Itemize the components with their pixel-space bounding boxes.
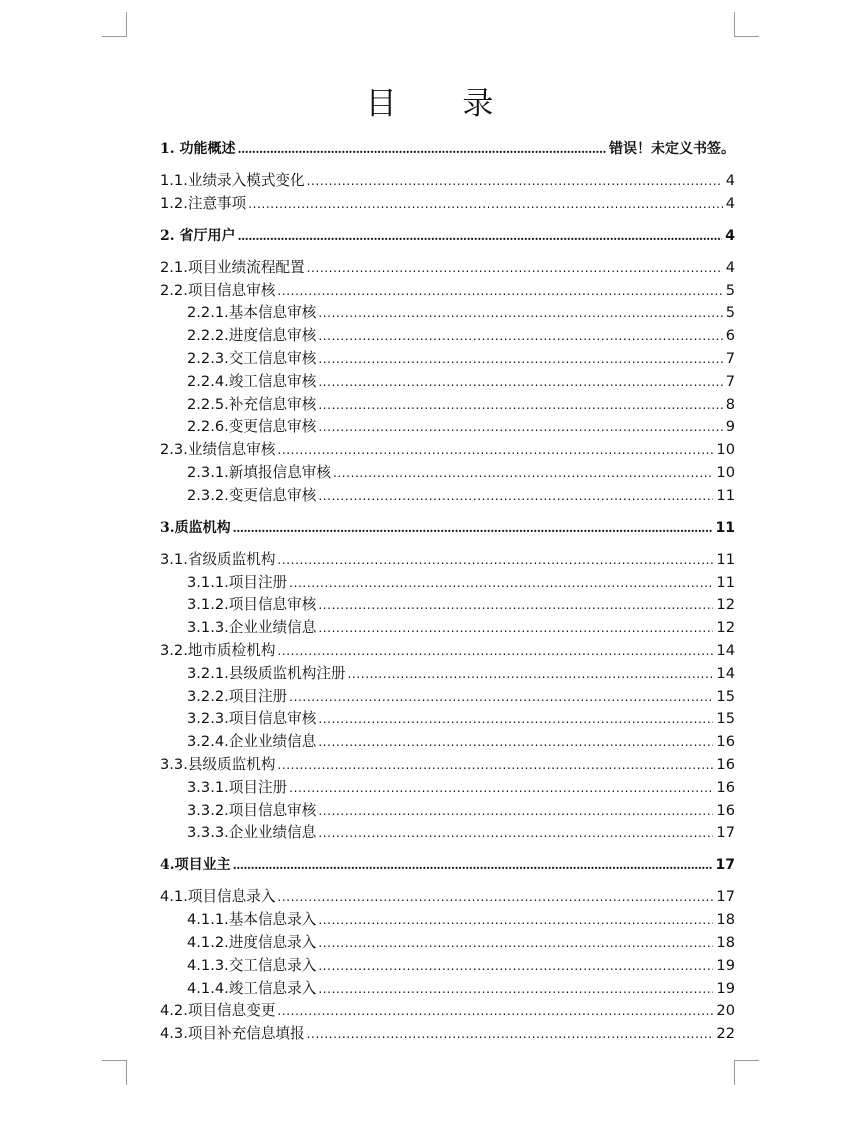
toc-leader-dots (348, 664, 714, 684)
toc-entry-label: 3.3.县级质监机构 (160, 756, 276, 773)
toc-leader-dots (277, 550, 713, 570)
toc-entry-page: 18 (716, 911, 735, 929)
toc-entry-label: 1. 功能概述 (160, 141, 236, 157)
toc-entry-page: 错误！未定义书签。 (609, 141, 735, 157)
toc-entry[interactable] (187, 933, 735, 953)
toc-entry[interactable] (187, 979, 735, 999)
toc-leader-dots (318, 823, 713, 843)
toc-leader-dots (318, 417, 722, 437)
toc-leader-dots (238, 226, 723, 246)
toc-entry-page: 15 (716, 687, 735, 705)
toc-entry[interactable] (187, 417, 735, 437)
crop-mark-top-right (734, 12, 759, 37)
toc-entry[interactable] (187, 372, 735, 392)
toc-leader-dots (277, 887, 713, 907)
toc-leader-dots (318, 910, 713, 930)
toc-entry-label: 4.1.1.基本信息录入 (187, 911, 317, 929)
toc-entry[interactable] (187, 910, 735, 930)
toc-entry-label: 3.3.1.项目注册 (187, 778, 288, 796)
toc-entry[interactable] (187, 709, 735, 729)
toc-leader-dots (318, 732, 713, 752)
toc-entry-label: 2.2.2.进度信息审核 (187, 327, 317, 345)
toc-leader-dots (333, 463, 713, 483)
toc-entry-page: 4 (725, 172, 735, 189)
toc-entry[interactable] (160, 755, 735, 775)
toc-entry-page: 15 (716, 710, 735, 728)
toc-entry-page: 5 (725, 304, 735, 322)
toc-entry-page: 14 (716, 664, 735, 682)
toc-entry-label: 3.质监机构 (160, 519, 231, 536)
toc-leader-dots (318, 326, 722, 346)
crop-mark-bottom-right (734, 1060, 759, 1085)
toc-entry-label: 3.1.3.企业业绩信息 (187, 619, 317, 637)
toc-entry-label: 4.1.4.竣工信息录入 (187, 979, 317, 997)
toc-entry-page: 22 (716, 1025, 735, 1043)
toc-entry[interactable] (187, 573, 735, 593)
toc-entry-label: 4.1.3.交工信息录入 (187, 956, 317, 974)
toc-entry-label: 1.1.业绩录入模式变化 (160, 172, 305, 189)
toc-entry[interactable] (187, 823, 735, 843)
toc-entry[interactable] (160, 226, 735, 246)
toc-entry-page: 7 (725, 350, 735, 367)
toc-entry-label: 3.1.2.项目信息审核 (187, 596, 317, 614)
toc-entry-page: 5 (725, 281, 735, 299)
toc-leader-dots (289, 687, 713, 707)
toc-entry[interactable] (160, 171, 735, 191)
toc-leader-dots (307, 258, 723, 278)
toc-leader-dots (318, 709, 713, 729)
toc-entry[interactable] (187, 778, 735, 798)
toc-leader-dots (318, 303, 722, 323)
toc-leader-dots (318, 979, 713, 999)
toc-entry[interactable] (160, 550, 735, 570)
toc-entry-label: 2.2.1.基本信息审核 (187, 304, 317, 322)
toc-entry[interactable] (187, 463, 735, 483)
toc-entry-page: 9 (725, 418, 735, 436)
toc-entry[interactable] (187, 687, 735, 707)
toc-entry[interactable] (187, 732, 735, 752)
toc-entry[interactable] (187, 956, 735, 976)
toc-leader-dots (277, 641, 713, 661)
toc-entry[interactable] (160, 887, 735, 907)
toc-entry-page: 6 (725, 327, 735, 345)
toc-entry-label: 3.2.地市质检机构 (160, 642, 276, 659)
toc-entry[interactable] (187, 664, 735, 684)
toc-entry[interactable] (187, 801, 735, 821)
toc-entry[interactable] (187, 618, 735, 638)
toc-entry[interactable] (160, 194, 735, 214)
toc-leader-dots (238, 139, 607, 159)
toc-entry-page: 16 (716, 733, 735, 751)
toc-entry-page: 19 (716, 979, 735, 997)
toc-entry[interactable] (187, 595, 735, 615)
toc-entry-page: 4 (725, 194, 735, 212)
toc-entry-label: 2.2.5.补充信息审核 (187, 395, 317, 413)
toc-entry-page: 11 (716, 550, 735, 568)
toc-entry[interactable] (187, 395, 735, 415)
toc-entry-page: 4 (725, 227, 735, 244)
toc-title: 目 录 (365, 86, 522, 122)
toc-entry-label: 4.1.项目信息录入 (160, 888, 276, 906)
toc-entry-page: 17 (715, 857, 735, 874)
toc-leader-dots (307, 171, 723, 191)
toc-entry-label: 4.1.2.进度信息录入 (187, 934, 317, 951)
toc-entry-page: 11 (716, 573, 735, 591)
toc-entry[interactable] (160, 139, 735, 159)
toc-entry[interactable] (187, 486, 735, 506)
toc-entry-page: 16 (716, 801, 735, 819)
toc-leader-dots (318, 618, 713, 638)
toc-entry-label: 2. 省厅用户 (160, 227, 236, 244)
toc-leader-dots (307, 1024, 714, 1044)
toc-entry-label: 1.2.注意事项 (160, 194, 247, 212)
toc-entry-page: 12 (716, 596, 735, 614)
toc-leader-dots (277, 440, 713, 460)
toc-entry-label: 3.2.2.项目注册 (187, 687, 288, 705)
toc-entry-label: 2.2.6.变更信息审核 (187, 418, 317, 436)
toc-entry-page: 11 (715, 519, 735, 536)
toc-entry[interactable] (160, 641, 735, 661)
toc-entry[interactable] (160, 1001, 735, 1021)
toc-entry-page: 17 (716, 824, 735, 842)
toc-leader-dots (318, 395, 722, 415)
crop-mark-bottom-left (102, 1060, 127, 1085)
toc-entry-page: 16 (716, 778, 735, 796)
toc-entry[interactable] (160, 440, 735, 460)
toc-entry-label: 2.2.4.竣工信息审核 (187, 372, 317, 390)
toc-entry-page: 19 (716, 956, 735, 974)
toc-entry-label: 2.3.1.新填报信息审核 (187, 464, 331, 481)
toc-leader-dots (289, 573, 713, 593)
toc-leader-dots (233, 518, 713, 538)
toc-entry-label: 4.3.项目补充信息填报 (160, 1025, 305, 1043)
toc-leader-dots (277, 281, 722, 301)
toc-leader-dots (318, 349, 722, 369)
toc-entry-label: 2.3.业绩信息审核 (160, 441, 276, 459)
toc-leader-dots (318, 933, 713, 953)
toc-entry-page: 12 (716, 619, 735, 637)
toc-leader-dots (318, 956, 713, 976)
toc-leader-dots (248, 194, 722, 214)
toc-entry-page: 16 (716, 756, 735, 773)
toc-entry-page: 18 (716, 934, 735, 951)
toc-entry-page: 17 (716, 888, 735, 906)
toc-leader-dots (277, 755, 713, 775)
toc-entry-label: 3.1.省级质监机构 (160, 550, 276, 568)
toc-entry-label: 4.2.项目信息变更 (160, 1002, 276, 1020)
toc-entry[interactable] (187, 349, 735, 369)
toc-entry-label: 2.3.2.变更信息审核 (187, 486, 317, 504)
toc-entry-label: 4.项目业主 (160, 857, 231, 874)
toc-entry-page: 4 (725, 258, 735, 276)
toc-entry[interactable] (187, 326, 735, 346)
toc-entry[interactable] (160, 258, 735, 278)
toc-entry-page: 20 (716, 1002, 735, 1020)
toc-entry-label: 3.2.3.项目信息审核 (187, 710, 317, 728)
toc-entry-page: 7 (725, 372, 735, 390)
toc-leader-dots (289, 778, 713, 798)
toc-leader-dots (318, 801, 713, 821)
toc-entry-page: 11 (716, 486, 735, 504)
toc-leader-dots (277, 1001, 713, 1021)
toc-entry[interactable] (160, 281, 735, 301)
toc-entry-label: 3.1.1.项目注册 (187, 573, 288, 591)
toc-leader-dots (318, 372, 722, 392)
toc-entry-label: 2.2.3.交工信息审核 (187, 350, 317, 367)
crop-mark-top-left (102, 12, 127, 37)
toc-entry-page: 10 (716, 441, 735, 459)
toc-entry-label: 2.1.项目业绩流程配置 (160, 258, 305, 276)
toc-entry[interactable] (160, 1024, 735, 1044)
toc-leader-dots (318, 595, 713, 615)
toc-entry-page: 8 (725, 395, 735, 413)
toc-entry-label: 3.3.3.企业业绩信息 (187, 824, 317, 842)
toc-entry[interactable] (160, 855, 735, 875)
toc-leader-dots (318, 486, 713, 506)
toc-entry-label: 3.2.4.企业业绩信息 (187, 733, 317, 751)
toc-entry[interactable] (187, 303, 735, 323)
toc-entry[interactable] (160, 518, 735, 538)
toc-entry-label: 3.3.2.项目信息审核 (187, 801, 317, 819)
toc-entry-page: 10 (716, 464, 735, 481)
toc-entry-page: 14 (716, 642, 735, 659)
toc-entry-label: 2.2.项目信息审核 (160, 281, 276, 299)
toc-entry-label: 3.2.1.县级质监机构注册 (187, 664, 346, 682)
toc-leader-dots (233, 855, 713, 875)
